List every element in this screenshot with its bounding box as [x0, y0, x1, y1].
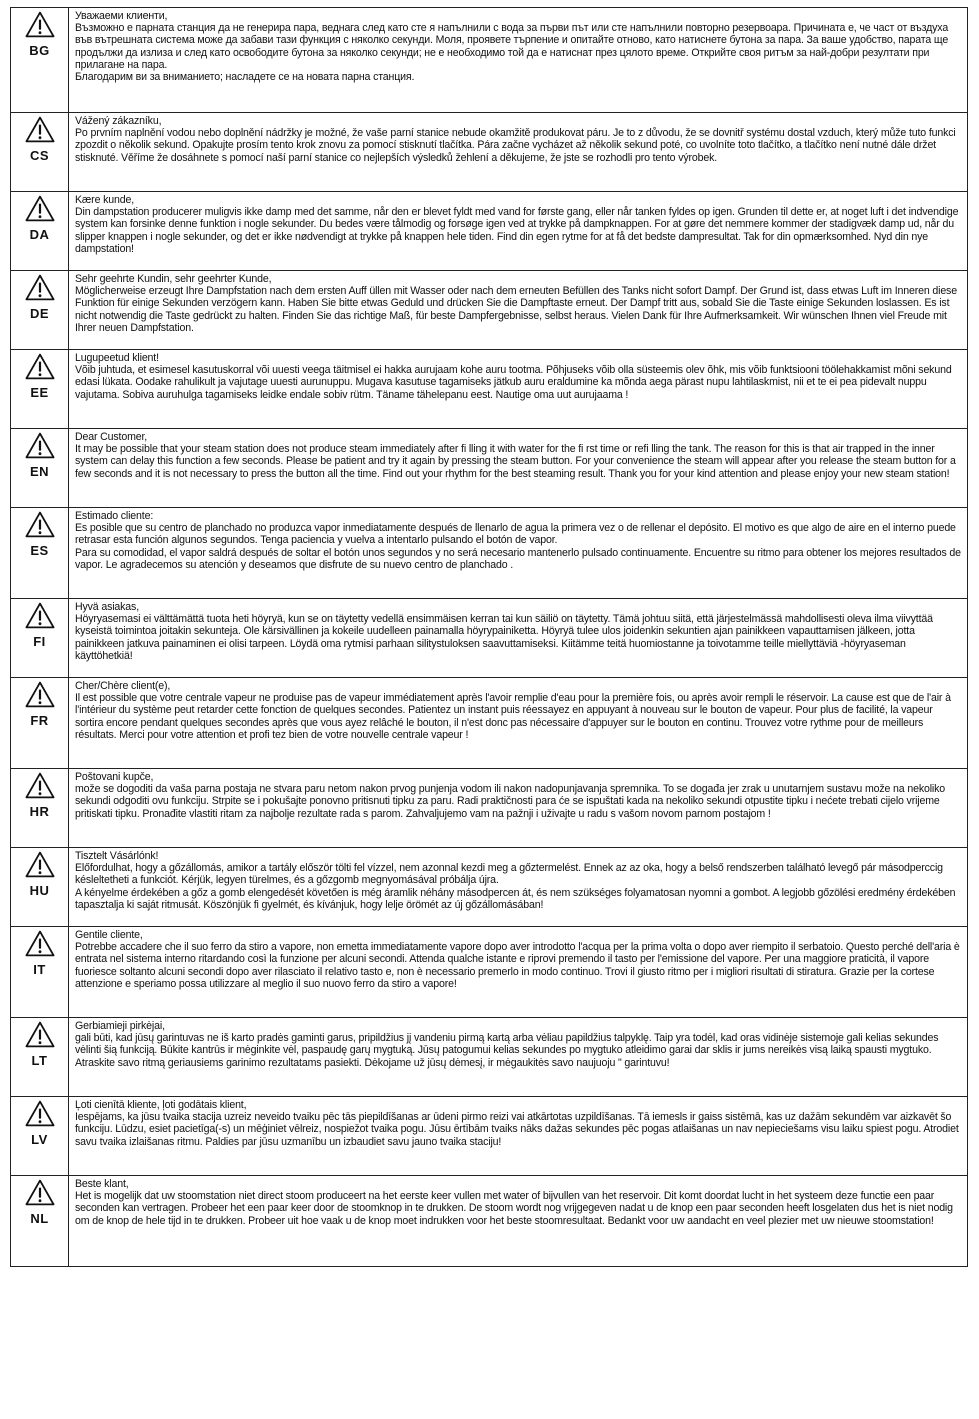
salutation: Gerbiamieji pirkėjai, — [75, 1020, 165, 1032]
notice-paragraph: Potrebbe accadere che il suo ferro da stiro a vapore, non emetta immediatamente vapore dopo aver introdotto l'acqua per la prima volta o dopo aver riempito il serbatoio. Questo perché dell'aria è entrata nel sistema interno ritardando così la funzione per alcuni secondi. Attenda qualche istante e riprovi premendo il tasto per l'emissione del vapore. Per una maggiore praticità, il vapore fuoriesce soltanto alcuni secondi dopo aver rilasciato il relativo tasto e, non è necessario premerlo in modo continuo. Trovi il giusto ritmo per i migliori risultati di stiratura. Grazie per la cortese attenzione e speriamo possa utilizzare al meglio il suo nuovo ferro da stiro a vapore! — [75, 941, 960, 990]
notice-paragraph: Võib juhtuda, et esimesel kasutuskorral või uuesti veega täitmisel ei hakka aurujaam kohe auru tootma. Põhjuseks võib olla süsteemis olev õhk, mis võib funktsiooni töölehakkamist mõni sekund edasi lükata. Oodake rahulikult ja vajutage uuesti aurunuppu. Mugava kasutuse tagamiseks jätkub auru eraldumine ka mõnda aega pärast nupu lahtilaskmist, nii et te ei pea pidevalt nuppu vajutama. Sobiva auruhulga tagamiseks leidke endale sobiv rütm. Täname tähelepanu eest. Nautige oma uut aurujaama ! — [75, 364, 952, 401]
warning-triangle-icon — [25, 1179, 55, 1206]
language-cell — [11, 350, 69, 428]
salutation: Dear Customer, — [75, 431, 148, 443]
language-code: HU — [29, 883, 50, 898]
notice-paragraph: Es posible que su centro de planchado no produzca vapor inmediatamente después de llenarlo de agua la primera vez o de rellenar el depósito. El motivo es que algo de aire en el interno puede retrasar esta función algunos segundos. Tenga paciencia y vuelva a intentarlo pulsando el botón de vapor. — [75, 522, 956, 547]
salutation: Hyvä asiakas, — [75, 601, 139, 613]
warning-triangle-icon — [25, 432, 55, 459]
notice-text — [69, 508, 967, 598]
salutation: Beste klant, — [75, 1178, 129, 1190]
notice-row-hu — [10, 848, 968, 927]
notice-row-lt — [10, 1018, 968, 1097]
notice-paragraph: It may be possible that your steam station does not produce steam immediately after fi lling it with water for the fi rst time or refi lling the tank. The reason for this is that air trapped in the inner system can delay this function a few seconds. Please be patient and try it again by pressing the steam button. For your convenience the steam will appear after you release the steam button for a few seconds and it is not necessary to press the button all the time. Find out your rhythm for the best steaming result. Thank you for your kind attention and please enjoy your new steam station! — [75, 443, 956, 480]
notice-text — [69, 192, 967, 270]
salutation: Уважаеми клиенти, — [75, 10, 168, 22]
salutation: Gentile cliente, — [75, 929, 143, 941]
language-cell — [11, 271, 69, 349]
notice-paragraph: gali būti, kad jūsų garintuvas ne iš karto pradės gaminti garus, pripildžius jį vandeniu pirmą kartą arba vėliau papildžius talpyklę. Taip yra todėl, kad oras vidinėje sistemoje gali kelias sekundes vėlinti šią funkciją. Būkite kantrūs ir mėginkite vėl, paspaudę garų mygtuką. Jūsų patogumui kelias sekundes po mygtuko atleidimo garai dar sklis ir jums nereikės visą laiką spausti mygtuko. Atraskite savo ritmą geriausiems garinimo rezultatams pasiekti. Dėkojame už jūsų dėmesį, ir mėgaukitės savo naujuoju " garintuvu! — [75, 1032, 939, 1069]
language-code: BG — [29, 43, 50, 58]
notice-paragraph: Възможно е парната станция да не генерира пара, веднага след като сте я напълнили с вода за първи път или сте напълнили повторно резервоара. Причината е, че част от въздуха във вътрешната система може да забави тази функция с няколко секунди. Моля, проявете търпение и опитайте отново, като натиснете бутона за пара. За ваше удобство, парата ще продължи да излиза и след като освободите бутона за няколко секунди; не е необходимо той да е натиснат през цялото време. Открийте своя ритъм за най-добри резултати при прилагане на пара. — [75, 22, 949, 71]
notice-row-fr — [10, 678, 968, 769]
language-cell — [11, 192, 69, 270]
notice-paragraph: Előfordulhat, hogy a gőzállomás, amikor a tartály először tölti fel vízzel, nem azonnal kezdi meg a gőztermelést. Ennek az az oka, hogy a belső rendszerben található levegő pár másodperccig késleltetheti a funkciót. Kérjük, legyen türelmes, és a gőzgomb megnyomásával próbálja újra. — [75, 862, 943, 887]
language-cell — [11, 678, 69, 768]
language-cell — [11, 508, 69, 598]
language-cell — [11, 927, 69, 1017]
notice-text — [69, 350, 967, 428]
salutation: Tisztelt Vásárlónk! — [75, 850, 159, 862]
notice-paragraph: Din dampstation producerer muligvis ikke damp med det samme, når den er blevet fyldt med vand for første gang, eller når tanken fyldes op igen. Grunden til dette er, at noget luft i det indvendige system kan forsinke denne funktion i nogle sekunder. Du bedes være tålmodig og forsøge igen ved at trykke på dampknappen. For at gøre det nemmere kommer der stadigvæk damp ud, når du slipper knappen i nogle sekunder, og det er ikke nødvendigt at trykke på knappen hele tiden. Find din egen rytme for at få det bedste dampresultat. Tak for din opmærksomhed. Nyd din nye dampstation! — [75, 206, 959, 255]
language-code: ES — [30, 543, 49, 558]
language-code: DE — [29, 306, 50, 321]
warning-triangle-icon — [25, 353, 55, 380]
warning-triangle-icon — [25, 11, 55, 38]
language-code: IT — [33, 962, 46, 977]
warning-triangle-icon — [25, 195, 55, 222]
warning-triangle-icon — [25, 602, 55, 629]
warning-triangle-icon — [25, 511, 55, 538]
notice-text — [69, 1176, 967, 1266]
notice-paragraph: Iespējams, ka jūsu tvaika stacija uzreiz neveido tvaiku pēc tās piepildīšanas ar ūdeni pirmo reizi vai atkārtotas uzpildīšanas. Tā iemesls ir gaiss sistēmā, kas uz dažām sekundēm var aizkavēt šo funkciju. Lūdzu, esiet pacietīga(-s) un mēģiniet vēlreiz, nospiežot tvaika pogu. Jūsu ērtībām tvaiks nāks dažas sekundes pēc pogas atlaišanas un nav nepieciešams visu laiku spiest pogu. Atrodiet savu tvaika izlaišanas ritmu. Paldies par jūsu uzmanību un izbaudiet savu jauno tvaika staciju! — [75, 1111, 959, 1148]
notice-text — [69, 927, 967, 1017]
language-code: NL — [30, 1211, 49, 1226]
notice-row-ee — [10, 350, 968, 429]
language-code: CS — [29, 148, 50, 163]
notice-row-lv — [10, 1097, 968, 1176]
language-cell — [11, 599, 69, 677]
notice-text — [69, 429, 967, 507]
warning-triangle-icon — [25, 1021, 55, 1048]
salutation: Poštovani kupče, — [75, 771, 154, 783]
warning-triangle-icon — [25, 1100, 55, 1127]
notice-row-it — [10, 927, 968, 1018]
salutation: Vážený zákazníku, — [75, 115, 162, 127]
notice-text — [69, 8, 967, 112]
salutation: Cher/Chère client(e), — [75, 680, 171, 692]
language-code: FI — [33, 634, 46, 649]
notice-paragraph: Höyryasemasi ei välttämättä tuota heti höyryä, kun se on täytetty vedellä ensimmäisen kerran tai kun säiliö on täytetty. Tämä johtuu siitä, että järjestelmässä mahdollisesti oleva ilma viivyttää kyseistä toimintoa joitakin sekunteja. Ole kärsivällinen ja kokeile uudelleen painamalla höyrypainiketta. Höyryä tulee ulos joidenkin sekuntien ajan painikkeen vapauttamisen jälkeen, jotta painikkeen jatkuva painaminen ei olisi tarpeen. Löydä oma rytmisi parhaan silitystuloksen saavuttamiseksi. Kiitämme teitä huomiostanne ja toivotamme teille miellyttäviä -höyryaseman käyttöhetkiä! — [75, 613, 933, 662]
notice-paragraph: Para su comodidad, el vapor saldrá después de soltar el botón unos segundos y no será necesario mantenerlo pulsado continuamente. Encuentre su ritmo para obtener los mejores resultados de vapor. Le agradecemos su atención y deseamos que disfrute de su nuevo centro de planchado . — [75, 546, 961, 571]
salutation: Ļoti cienītā kliente, ļoti godātais klient, — [75, 1099, 247, 1111]
warning-triangle-icon — [25, 681, 55, 708]
language-code: FR — [30, 713, 49, 728]
notice-text — [69, 113, 967, 191]
notice-paragraph: A kényelme érdekében a gőz a gomb elengedését követően is még áramlik néhány másodpercen át, és nem szükséges folyamatosan nyomni a gombot. A legjobb gőzölési eredmény érdekében tapasztalja ki saját ritmusát. Köszönjük fi gyelmét, és kívánjuk, hogy lelje örömét az új gőzállomásában! — [75, 886, 956, 911]
notice-row-en — [10, 429, 968, 508]
notice-row-nl — [10, 1176, 968, 1267]
notice-text — [69, 1097, 967, 1175]
warning-notice-table — [10, 7, 968, 1267]
language-code: DA — [29, 227, 50, 242]
warning-triangle-icon — [25, 116, 55, 143]
language-cell — [11, 769, 69, 847]
salutation: Lugupeetud klient! — [75, 352, 159, 364]
warning-triangle-icon — [25, 851, 55, 878]
language-code: LV — [31, 1132, 48, 1147]
language-cell — [11, 1097, 69, 1175]
language-cell — [11, 113, 69, 191]
notice-text — [69, 848, 967, 926]
notice-row-fi — [10, 599, 968, 678]
notice-paragraph: Möglicherweise erzeugt Ihre Dampfstation nach dem ersten Auff üllen mit Wasser oder nach dem erneuten Befüllen des Tanks nicht sofort Dampf. Der Grund ist, dass etwas Luft im Inneren diese Funktion für einige Sekunden verzögern kann. Haben Sie bitte etwas Geduld und drücken Sie die Dampftaste erneut. Der Dampf tritt aus, sobald Sie die Taste einige Sekunden loslassen. Es ist nicht notwendig die Taste gedrückt zu halten. Finden Sie das richtige Maß, für beste Dampfergebnisse, selbst heraus. Vielen Dank für Ihre Aufmerksamkeit. Wir wünschen Ihnen viel Freude mit Ihrer neuen Dampfstation. — [75, 285, 957, 334]
notice-paragraph: Благодарим ви за вниманието; насладете се на новата парна станция. — [75, 71, 415, 84]
salutation: Sehr geehrte Kundin, sehr geehrter Kunde, — [75, 273, 272, 285]
language-code: EN — [29, 464, 50, 479]
language-cell — [11, 848, 69, 926]
salutation: Estimado cliente: — [75, 510, 154, 522]
warning-triangle-icon — [25, 772, 55, 799]
notice-row-da — [10, 192, 968, 271]
language-cell — [11, 1018, 69, 1096]
language-cell — [11, 429, 69, 507]
notice-paragraph: može se dogoditi da vaša parna postaja ne stvara paru netom nakon prvog punjenja vodom ili nakon nadopunjavanja spremnika. To se događa jer zrak u unutarnjem sustavu može na nekoliko sekundi odgoditi ovu funkciju. Strpite se i pokušajte ponovno pritisnuti tipku za paru. Radi praktičnosti para će se ispuštati kada na nekoliko sekundi otpustite tipku i nećete trebati cijelo vrijeme pritiskati tipku. Pronađite vlastiti ritam za najbolje rezultate rada s parom. Zahvaljujemo vam na pažnji i uživajte u radu s vašom novom parnom postajom ! — [75, 783, 945, 820]
language-cell — [11, 1176, 69, 1266]
notice-row-cs — [10, 113, 968, 192]
notice-text — [69, 678, 967, 768]
salutation: Kære kunde, — [75, 194, 135, 206]
notice-text — [69, 769, 967, 847]
language-cell — [11, 8, 69, 112]
language-code: LT — [31, 1053, 48, 1068]
language-code: EE — [30, 385, 49, 400]
warning-triangle-icon — [25, 930, 55, 957]
notice-text — [69, 1018, 967, 1096]
language-code: HR — [29, 804, 50, 819]
warning-triangle-icon — [25, 274, 55, 301]
notice-paragraph: Po prvním naplnění vodou nebo doplnění nádržky je možné, že vaše parní stanice nebude okamžitě produkovat páru. Je to z důvodu, že se dovnitř systému dostal vzduch, který může tuto funkci zpozdit o několik sekund. Opakujte prosím tento krok znovu za pomocí stisknutí tlačítka. Pára začne vycházet až několik sekund poté, co uvolníte toto tlačítko, a tlačítko není nutné dále držet stisknuté. Věříme že dosáhnete s pomocí naší parní stanice co nejlepších výsledků žehlení a děkujeme, že jste se rozhodli pro tento výrobek. — [75, 127, 956, 164]
notice-row-hr — [10, 769, 968, 848]
notice-text — [69, 599, 967, 677]
notice-row-de — [10, 271, 968, 350]
notice-text — [69, 271, 967, 349]
notice-paragraph: Het is mogelijk dat uw stoomstation niet direct stoom produceert na het eerste keer vullen met water of bijvullen van het reservoir. Dit komt doordat lucht in het systeem deze functie een paar seconden kan vertragen. Probeer het een paar keer door de stoomknop in te drukken. De stoom wordt nog vrijgegeven nadat u de knop een paar seconden heeft losgelaten dus het is niet nodig om de knop de hele tijd in te drukken. Probeer uit hoe vaak u de knop moet indrukken voor het beste stoomresultaat. Bedankt voor uw aandacht en veel plezier met uw nieuwe stoomstation! — [75, 1190, 953, 1227]
notice-row-es — [10, 508, 968, 599]
notice-paragraph: Il est possible que votre centrale vapeur ne produise pas de vapeur immédiatement après l'avoir remplie d'eau pour la première fois, ou après avoir rempli le réservoir. La cause est que de l'air à l'intérieur du système peut retarder cette fonction de quelques secondes. Patientez un instant puis réessayez en appuyant à nouveau sur le bouton de vapeur. Pour plus de facilité, la vapeur sortira encore pendant quelques secondes après que vous ayez relâché le bouton, il n'est donc pas nécessaire d'appuyer sur le bouton en continu. Trouvez votre rythme pour de meilleurs résultats. Merci pour votre attention et profi tez bien de votre nouvelle centrale vapeur ! — [75, 692, 951, 741]
notice-row-bg — [10, 8, 968, 113]
